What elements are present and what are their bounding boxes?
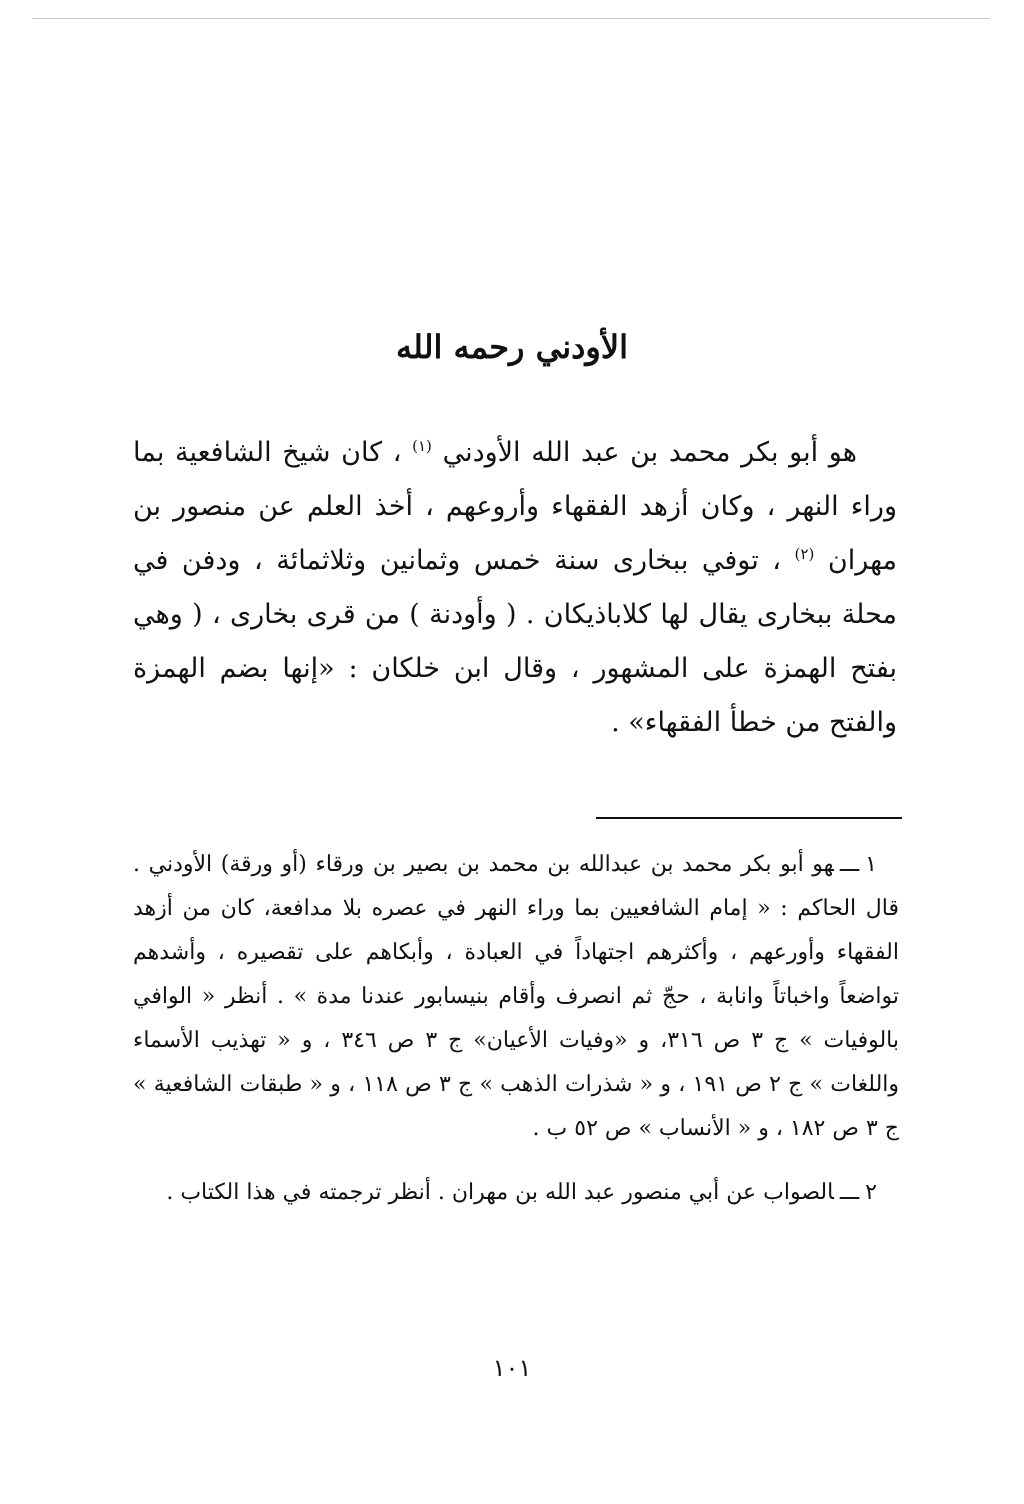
footnotes xyxy=(133,843,899,1215)
footnote-reference-2: (٢) xyxy=(794,545,815,563)
main-text xyxy=(133,426,897,750)
footnote-1-number: ١ xyxy=(865,852,877,877)
main-paragraph-middle: ، كان شيخ الشافعية بما وراء النهر ، وكان أزهد الفقهاء وأروعهم ، أخذ العلم عن منصور بن مهران xyxy=(133,437,897,576)
page-number: ١٠١ xyxy=(492,1354,532,1382)
footnote-2 xyxy=(133,1171,899,1215)
footnote-reference-1: (١) xyxy=(412,437,432,455)
footnote-2-dash: ـــ xyxy=(839,1180,860,1205)
footnote-1-dash: ـــ xyxy=(839,852,860,877)
page-title: الأودني رحمه الله xyxy=(396,328,628,367)
main-paragraph xyxy=(133,426,897,750)
footnote-2-text: الصواب عن أبي منصور عبد الله بن مهران . أنظر ترجمته في هذا الكتاب . xyxy=(166,1180,834,1205)
main-paragraph-end: ، توفي ببخارى سنة خمس وثمانين وثلاثمائة ، ودفن في محلة ببخارى يقال لها كلاباذيكان . ( وأودنة ) من قرى بخارى ، ( وهي بفتح الهمزة على المشهور ، وقال ابن خلكان : «إنها بضم الهمزة والفتح من خطأ الفقهاء» . xyxy=(133,545,897,738)
footnote-1-text: هو أبو بكر محمد بن عبدالله بن محمد بن بصير بن ورقاء (أو ورقة) الأودني . قال الحاكم : « إمام الشافعيين بما وراء النهر في عصره بلا مدافعة، كان من أزهد الفقهاء وأورعهم ، وأكثرهم اجتهاداً في العبادة ، وأبكاهم على تقصيره ، وأشدهم تواضعاً واخباتاً وانابة ، حجّ ثم انصرف وأقام بنيسابور عندنا مدة » . أنظر « الوافي بالوفيات » ج ٣ ص ٣١٦، و «وفيات الأعيان» ج ٣ ص ٣٤٦ ، و « تهذيب الأسماء واللغات » ج ٢ ص ١٩١ ، و « شذرات الذهب » ج ٣ ص ١١٨ ، و « طبقات الشافعية » ج ٣ ص ١٨٢ ، و « الأنساب » ص ٥٢ ب . xyxy=(133,852,900,1141)
footnote-1 xyxy=(133,843,899,1151)
footnote-2-number: ٢ xyxy=(865,1180,877,1205)
footnote-separator xyxy=(596,817,902,819)
main-paragraph-start: هو أبو بكر محمد بن عبد الله الأودني xyxy=(442,437,857,468)
